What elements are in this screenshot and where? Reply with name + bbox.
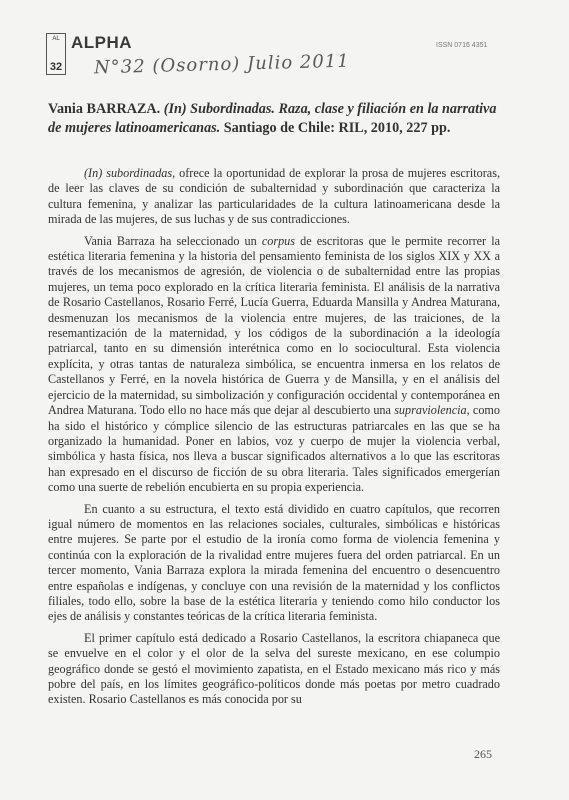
review-body — [48, 166, 500, 708]
journal-logo — [46, 33, 66, 75]
corpus-term: corpus — [261, 233, 296, 248]
book-title-inline: (In) subordinadas — [84, 166, 173, 180]
logo-top-text: AL — [52, 36, 60, 42]
paragraph-2 — [48, 234, 500, 496]
paragraph-2-text-a: Vania Barraza ha seleccionado un — [84, 233, 262, 248]
paragraph-2-text-c: , como ha sido el histórico y cómplice silencio de las estructuras patriarcales en las que se ha organizado la humanidad. Poner en labios, voz y cuerpo de mujer la violencia verbal, simbólica y hasta física, nos lleva a buscar significados alternativos a lo que las escritoras han expresado en el discurso de ficción de su obra literaria. Tales significados emergerían como una suerte de rebelión encubierta en su propia experiencia. — [48, 403, 500, 495]
reference-publication: Santiago de Chile: RIL, 2010, 227 pp. — [223, 120, 451, 136]
logo-issue-number: 32 — [49, 61, 63, 73]
page-number: 265 — [474, 747, 492, 761]
journal-name: ALPHA — [71, 33, 133, 52]
reference-author: Vania BARRAZA. — [48, 101, 161, 117]
paragraph-2-text-b: de escritoras que le permite recorrer la estética literaria femenina y la historia del pensamiento feminista de los siglos XIX y XX a través de los mecanismos de agresión, de violencia o de subalternidad entre las propias mujeres, un tema poco explorado en la crítica literaria feminista. El análisis de la narrativa de Rosario Castellanos, Rosario Ferré, Lucía Guerra, Eduarda Mansilla y Andrea Maturana, desmenuzan los mecanismos de la violencia entre mujeres, de las traiciones, de la resemantización de la maternidad, y los códigos de la subordinación a la ideología patriarcal, tanto en su dimensión interétnica como en lo sociocultural. Esta violencia explícita, y otras tantas de naturaleza simbólica, se encuentra inmersa en los relatos de Castellanos y Ferré, en la novela histórica de Guerra y de Mansilla, y en el análisis del ejercicio de la maternidad, su simbolización y configuración occidental y contemporánea en Andrea Maturana. Todo ello no hace más que dejar al descubierto una — [48, 233, 501, 418]
issn-label: ISSN 0716 4351 — [436, 42, 488, 49]
paragraph-1 — [48, 166, 500, 228]
paragraph-3: En cuanto a su estructura, el texto está dividido en cuatro capítulos, que recorren igual número de momentos en las relaciones sociales, culturales, simbólicas e históricas entre mujeres. Se parte por el estudio de la ironía como forma de violencia femenina y continúa con la exploración de la rivalidad entre mujeres fuera del orden patriarcal. En un tercer momento, Vania Barraza explora la mirada femenina del encuentro o desencuentro entre españolas e indígenas, y concluye con una revisión de la maternidad y los conflictos filiales, todo ello, sobre la base de la estética literaria y teniendo como hilo conductor los ejes de análisis y constantes teóricas de la crítica literaria feminista. — [48, 501, 500, 624]
handwritten-annotation: N°32 (Osorno) Julio 2011 — [93, 50, 350, 79]
reference-title: (In) Subordinadas. Raza, clase y filiación en la narrativa de mujeres latinoamericanas. — [48, 101, 497, 136]
supraviolencia-term: supraviolencia — [394, 403, 467, 418]
paragraph-4: El primer capítulo está dedicado a Rosario Castellanos, la escritora chiapaneca que se envuelve en el color y el olor de la selva del sureste mexicano, en ese columpio geográfico donde se gestó el movimiento zapatista, en el Estado mexicano más rico y más pobre del país, en los límites geográfico-políticos donde más poetas por metro cuadrado existen. Rosario Castellanos es más conocida por su — [48, 630, 500, 707]
paragraph-1-text: , ofrece la oportunidad de explorar la prosa de mujeres escritoras, de leer las claves de su condición de subalternidad y subordinación que caracteriza la cultura femenina, y analizar las particularidades de la cultura latinoamericana desde la mirada de las mujeres, de sus luchas y de sus contradicciones. — [48, 166, 500, 227]
book-reference — [48, 100, 500, 138]
